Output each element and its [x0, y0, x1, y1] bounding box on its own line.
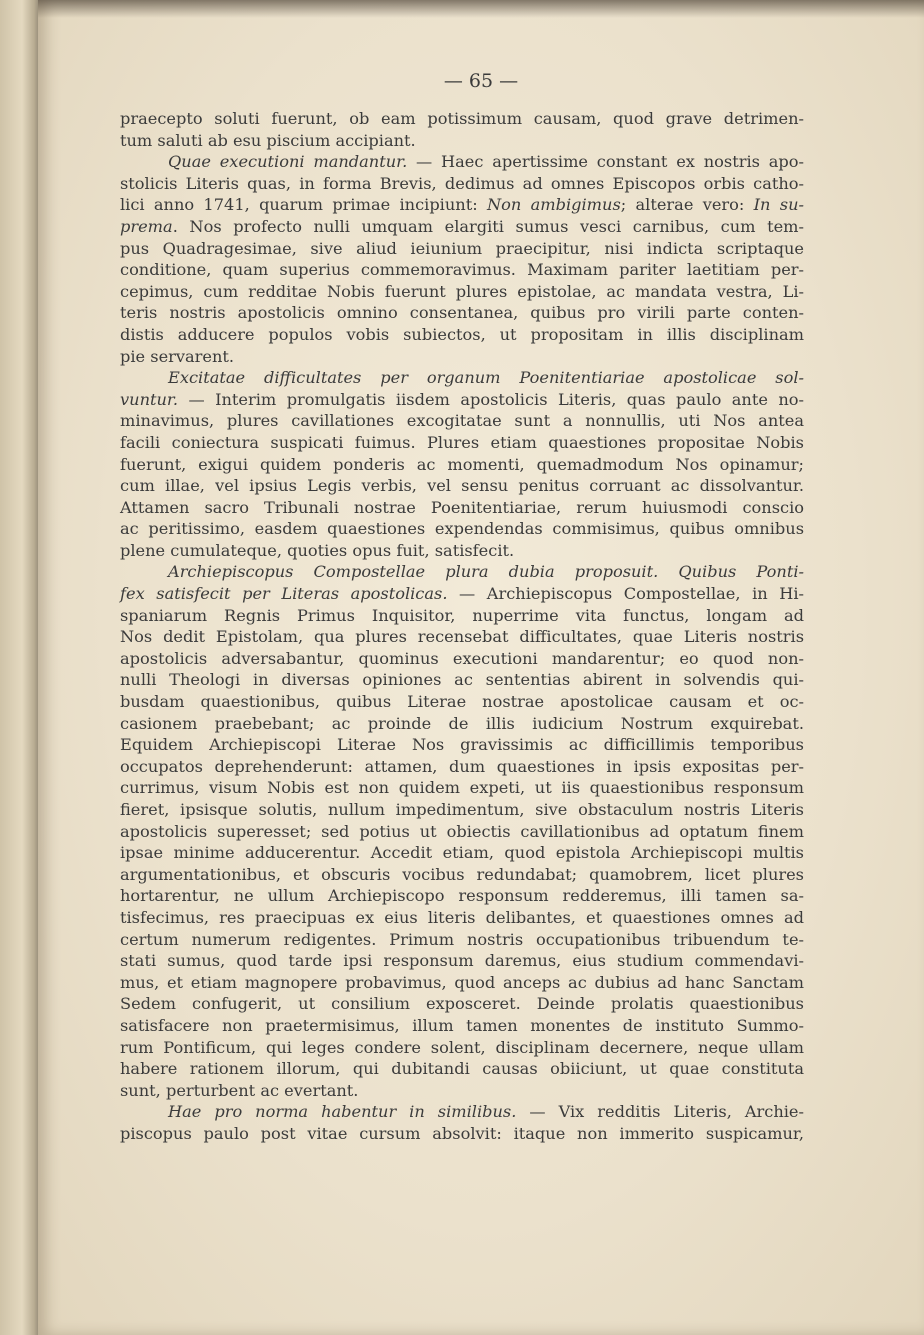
text-line: [120, 108, 804, 130]
text-line: [120, 194, 804, 216]
text-run: — Haec apertissime constant ex nostris apo-: [407, 152, 804, 172]
text-run: fuerunt, exigui quidem ponderis ac momenti, quemadmodum Nos opinamur;: [120, 454, 804, 474]
text-line: [120, 389, 804, 411]
page-number: — 65 —: [443, 70, 519, 92]
text-run: pus Quadragesimae, sive aliud ieiunium praecipitur, nisi indicta scriptaque: [120, 238, 804, 258]
text-line: [120, 972, 804, 994]
text-line: [120, 713, 804, 735]
text-run: — Vix redditis Literis, Archie-: [516, 1102, 804, 1122]
text-line: [120, 885, 804, 907]
text-line: [120, 410, 804, 432]
text-run: rum Pontificum, qui leges condere solent, disciplinam decernere, neque ullam: [120, 1037, 804, 1057]
text-line: [120, 259, 804, 281]
text-line: [120, 173, 804, 195]
text-line: [120, 518, 804, 540]
text-run: apostolicis superesset; sed potius ut obiectis cavillationibus ad optatum finem: [120, 821, 804, 841]
text-line: [120, 756, 804, 778]
text-run: plene cumulateque, quoties opus fuit, satisfecit.: [120, 540, 515, 560]
text-line: [120, 367, 804, 389]
italic-text-run: In su-: [753, 195, 804, 215]
book-page: [38, 0, 924, 1335]
text-run: casionem praebebant; ac proinde de illis iudicium Nostrum exquirebat.: [120, 713, 804, 733]
italic-text-run: prema: [120, 216, 173, 236]
text-run: stati sumus, quod tarde ipsi responsum daremus, eius studium commendavi-: [120, 951, 804, 971]
text-run: spaniarum Regnis Primus Inquisitor, nuperrime vita functus, longam ad: [120, 605, 804, 625]
text-line: [120, 1101, 804, 1123]
text-line: [120, 497, 804, 519]
text-line: [120, 561, 804, 583]
text-line: [120, 777, 804, 799]
text-run: ; alterae vero:: [620, 195, 754, 215]
text-line: [120, 821, 804, 843]
text-run: certum numerum redigentes. Primum nostris occupationibus tribuendum te-: [120, 929, 804, 949]
text-run: ac peritissimo, easdem quaestiones expendendas commisimus, quibus omnibus: [120, 519, 804, 539]
text-run: mus, et etiam magnopere probavimus, quod anceps ac dubius ad hanc Sanctam: [120, 972, 804, 992]
text-line: [120, 864, 804, 886]
text-run: praecepto soluti fuerunt, ob eam potissimum causam, quod grave detrimen-: [120, 109, 804, 128]
text-run: sunt, perturbent ac evertant.: [120, 1080, 359, 1100]
text-run: habere rationem illorum, qui dubitandi causas obiiciunt, ut quae constituta: [120, 1059, 804, 1079]
text-run: Nos dedit Epistolam, qua plures recensebat difficultates, quae Literis nostris: [120, 627, 804, 647]
text-run: distis adducere populos vobis subiectos, ut propositam in illis disciplinam: [120, 324, 804, 344]
text-line: [120, 475, 804, 497]
italic-text-run: vuntur.: [120, 389, 179, 409]
text-line: [120, 583, 804, 605]
text-run: argumentationibus, et obscuris vocibus redundabat; quamobrem, licet plures: [120, 864, 804, 884]
text-run: cum illae, vel ipsius Legis verbis, vel sensu penitus corruant ac dissolvantur.: [120, 476, 804, 496]
top-shadow: [38, 0, 924, 18]
text-line: [120, 950, 804, 972]
text-line: [120, 540, 804, 562]
left-page-edge: [0, 0, 40, 1335]
text-run: lici anno 1741, quarum primae incipiunt:: [120, 195, 487, 215]
text-run: Attamen sacro Tribunali nostrae Poenitentiariae, rerum huiusmodi conscio: [120, 497, 804, 517]
text-run: satisfacere non praetermisimus, illum tamen monentes de instituto Summo-: [120, 1015, 804, 1035]
italic-text-run: Quae executioni mandantur.: [168, 152, 408, 172]
text-line: [120, 799, 804, 821]
text-line: [120, 1037, 804, 1059]
text-run: nulli Theologi in diversas opiniones ac sententias abirent in solvendis qui-: [120, 670, 804, 690]
text-line: [120, 216, 804, 238]
text-run: conditione, quam superius commemoravimus. Maximam pariter laetitiam per-: [120, 260, 804, 280]
text-line: [120, 907, 804, 929]
italic-text-run: Excitatae difficultates per organum Poenitentiariae apostolicae sol-: [168, 368, 804, 388]
italic-text-run: fex satisfecit per Literas apostolicas.: [120, 584, 448, 604]
italic-text-run: Hae pro norma habentur in similibus.: [168, 1102, 517, 1122]
text-run: Equidem Archiepiscopi Literae Nos gravissimis ac difficillimis temporibus: [120, 735, 804, 755]
text-line: [120, 1080, 804, 1102]
text-line: [120, 929, 804, 951]
text-run: — Interim promulgatis iisdem apostolicis Literis, quas paulo ante no-: [178, 389, 804, 409]
italic-text-run: Archiepiscopus Compostellae plura dubia proposuit. Quibus Ponti-: [168, 562, 804, 582]
text-line: [120, 626, 804, 648]
text-run: Sedem confugerit, ut consilium exposceret. Deinde prolatis quaestionibus: [120, 994, 804, 1014]
text-run: minavimus, plures cavillationes excogitatae sunt a nonnullis, uti Nos antea: [120, 411, 804, 431]
text-run: pie servarent.: [120, 346, 235, 366]
text-run: facili coniectura suspicati fuimus. Plures etiam quaestiones propositae Nobis: [120, 432, 804, 452]
text-line: [120, 1123, 804, 1145]
text-run: hortarentur, ne ullum Archiepiscopo responsum redderemus, illi tamen sa-: [120, 886, 804, 906]
text-run: fieret, ipsisque solutis, nullum impedimentum, sive obstaculum nostris Literis: [120, 800, 804, 819]
text-line: [120, 734, 804, 756]
text-line: [120, 993, 804, 1015]
text-line: [120, 691, 804, 713]
text-run: busdam quaestionibus, quibus Literae nostrae apostolicae causam et oc-: [120, 692, 804, 712]
text-line: [120, 1015, 804, 1037]
text-run: — Archiepiscopus Compostellae, in Hi-: [447, 584, 804, 604]
text-line: [120, 281, 804, 303]
text-run: . Nos profecto nulli umquam elargiti sumus vesci carnibus, cum tem-: [172, 216, 804, 236]
text-line: [120, 151, 804, 173]
text-run: stolicis Literis quas, in forma Brevis, dedimus ad omnes Episcopos orbis catho-: [120, 173, 804, 193]
text-run: apostolicis adversabantur, quominus executioni mandarentur; eo quod non-: [120, 648, 804, 668]
text-line: [120, 648, 804, 670]
italic-text-run: Non ambigimus: [486, 195, 621, 215]
text-run: cepimus, cum redditae Nobis fuerunt plures epistolae, ac mandata vestra, Li-: [120, 281, 804, 301]
text-line: [120, 432, 804, 454]
text-line: [120, 238, 804, 260]
text-line: [120, 669, 804, 691]
text-run: ipsae minime adducerentur. Accedit etiam, quod epistola Archiepiscopi multis: [120, 843, 804, 863]
text-line: [120, 1058, 804, 1080]
text-line: [120, 454, 804, 476]
text-line: [120, 842, 804, 864]
body-text: [120, 108, 804, 1145]
text-run: tum saluti ab esu piscium accipiant.: [120, 130, 416, 150]
text-run: piscopus paulo post vitae cursum absolvit: itaque non immerito suspicamur,: [120, 1123, 804, 1143]
text-line: [120, 605, 804, 627]
text-line: [120, 346, 804, 368]
text-line: [120, 130, 804, 152]
text-run: teris nostris apostolicis omnino consentanea, quibus pro virili parte conten-: [120, 303, 804, 323]
text-line: [120, 324, 804, 346]
text-line: [120, 302, 804, 324]
text-run: tisfecimus, res praecipuas ex eius literis delibantes, et quaestiones omnes ad: [120, 907, 804, 927]
text-run: currimus, visum Nobis est non quidem expeti, ut iis quaestionibus responsum: [120, 778, 804, 798]
text-run: occupatos deprehenderunt: attamen, dum quaestiones in ipsis expositas per-: [120, 756, 804, 776]
